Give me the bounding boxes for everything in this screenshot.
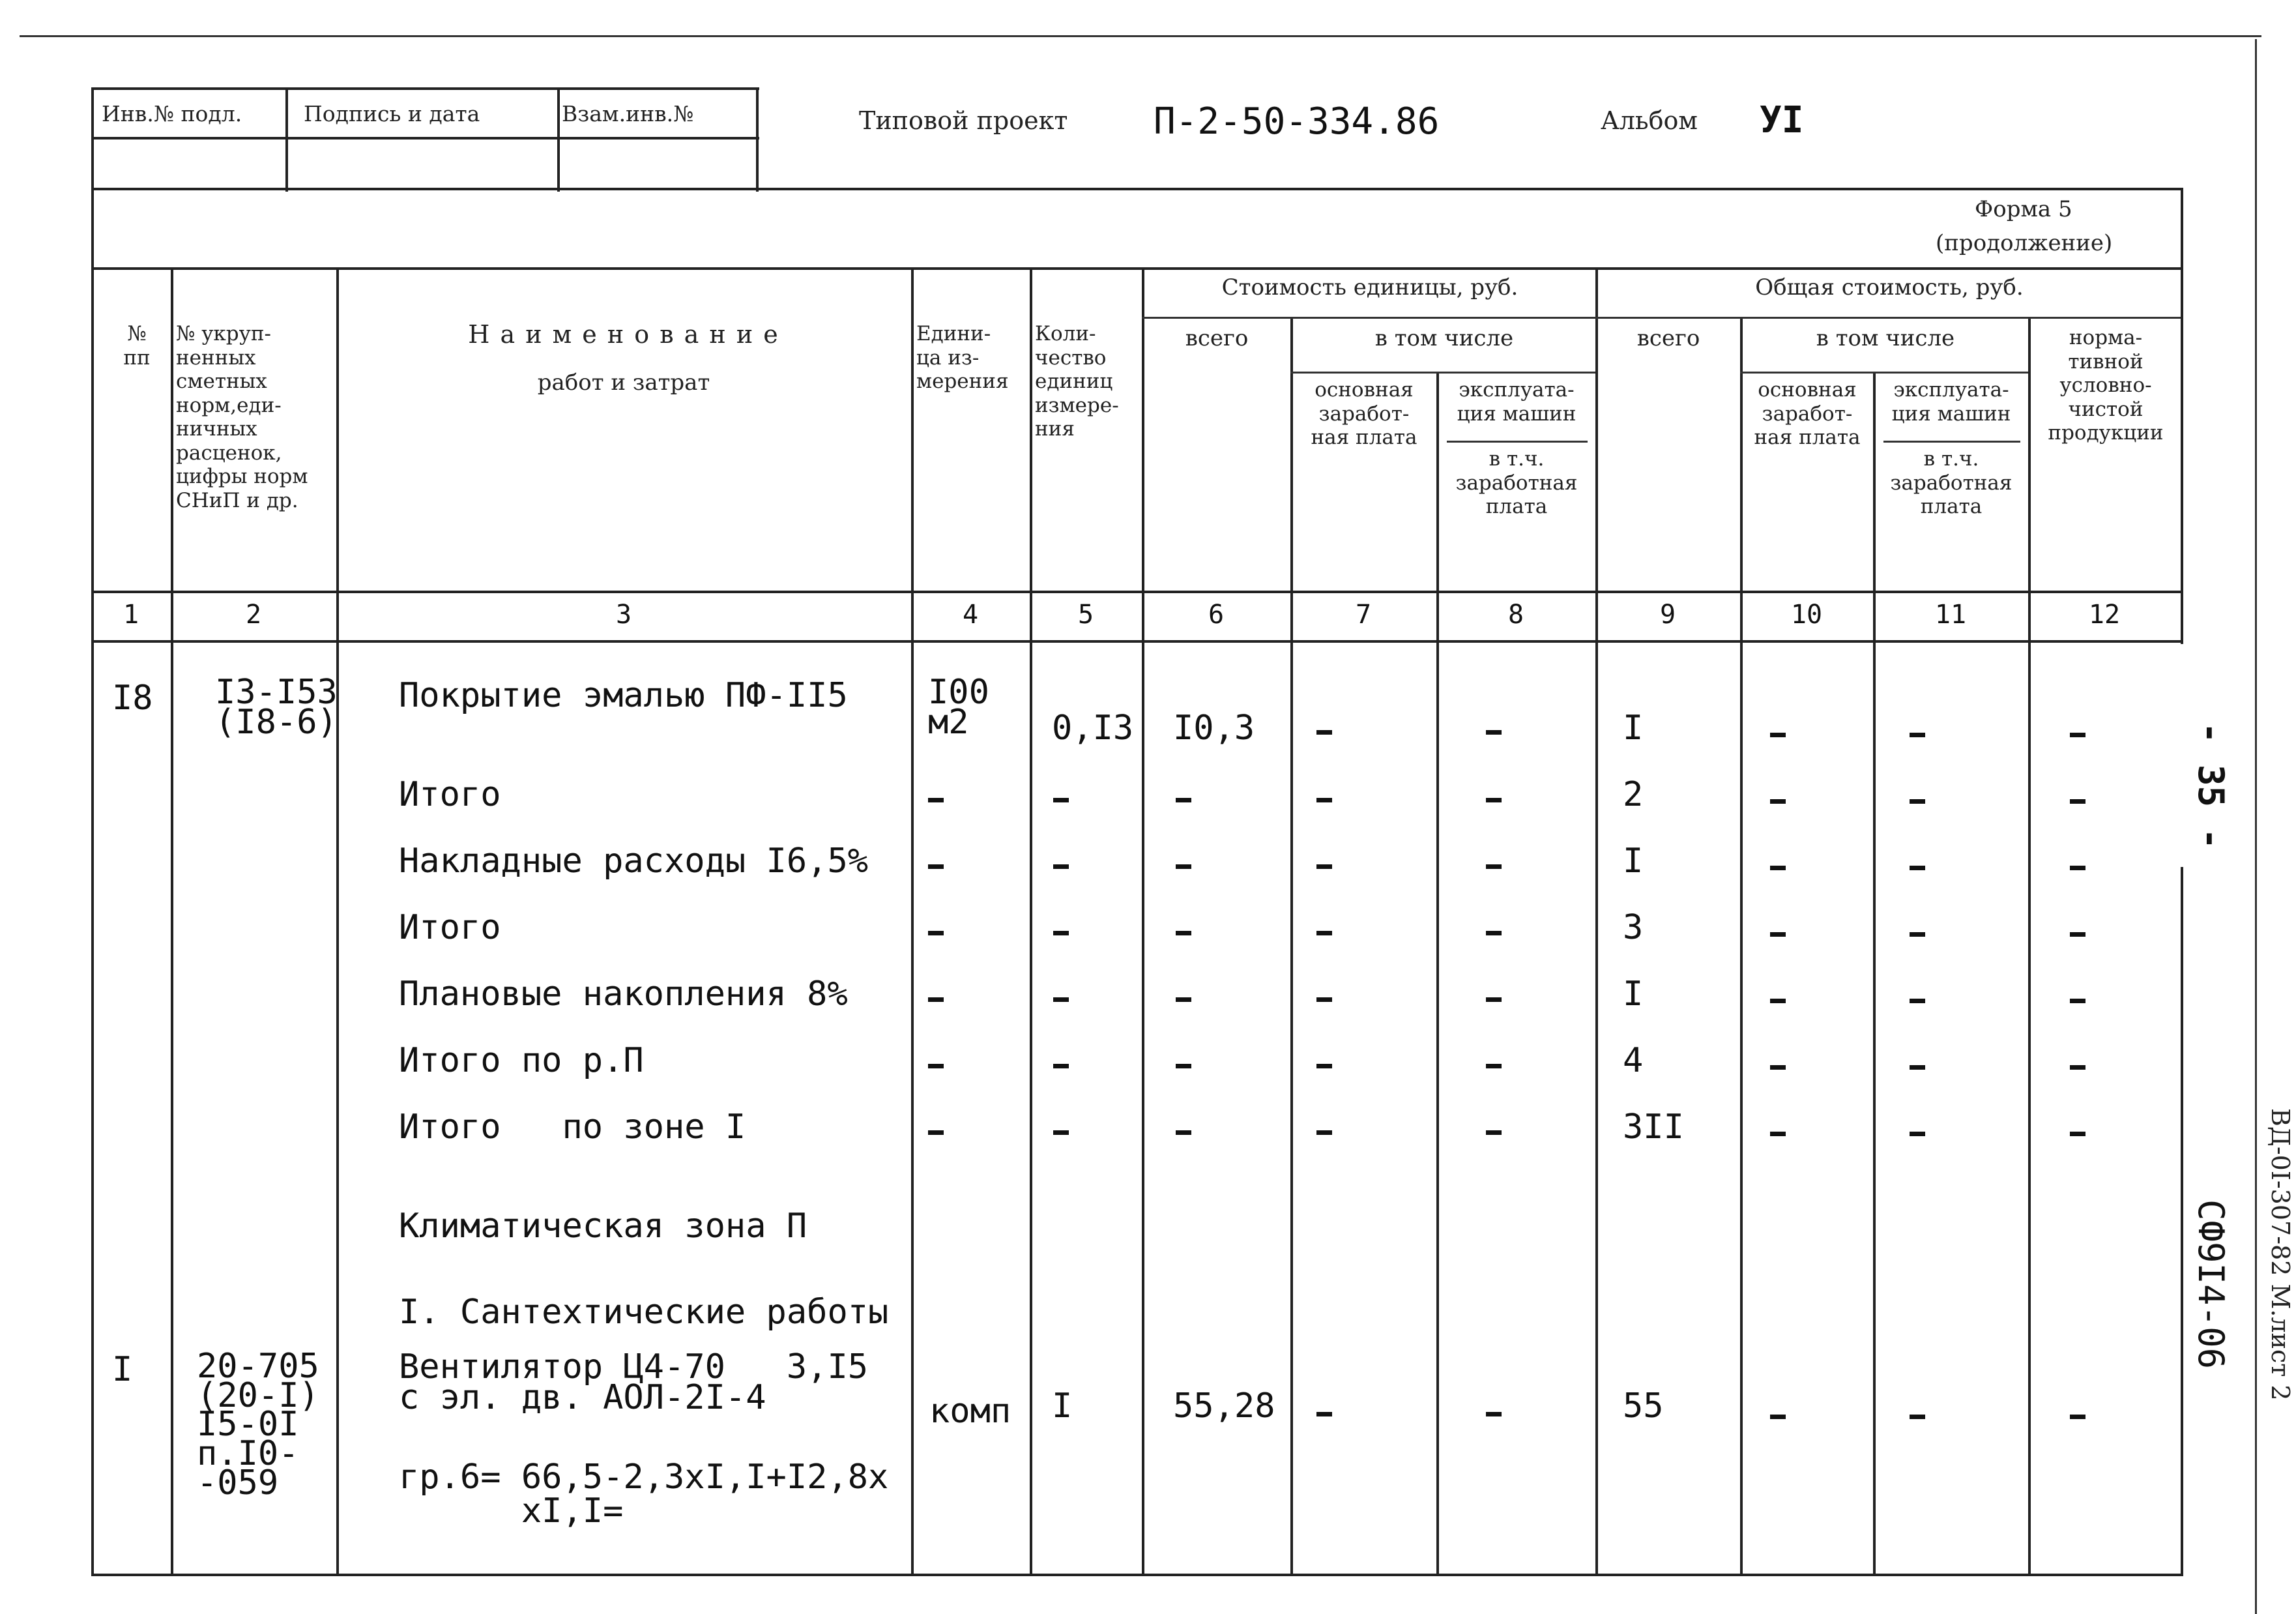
dash bbox=[1770, 1415, 1786, 1419]
header-unit-incl: в том числе bbox=[1374, 325, 1514, 351]
colnum: 7 bbox=[1355, 600, 1372, 630]
colnum: 2 bbox=[245, 600, 262, 630]
row-norm: I3-I53 (I8-6) bbox=[215, 673, 338, 742]
colnum: 8 bbox=[1507, 600, 1524, 630]
dash bbox=[928, 1064, 944, 1068]
page-number: - 35 - bbox=[2190, 722, 2231, 850]
dash bbox=[1910, 999, 1925, 1003]
dash bbox=[1910, 799, 1925, 804]
row-formula: гр.6= 66,5-2,3xI,I+I2,8x xI,I= bbox=[399, 1458, 889, 1531]
dash bbox=[1486, 864, 1502, 869]
dash bbox=[1910, 1065, 1925, 1070]
header-unit-ekspl-zp: в т.ч. заработная плата bbox=[1455, 447, 1578, 519]
header-total-vsego: всего bbox=[1636, 325, 1700, 351]
row-pp: I bbox=[112, 1350, 133, 1389]
form-continuation: (продолжение) bbox=[1936, 230, 2113, 256]
dash bbox=[1176, 1130, 1191, 1135]
dash bbox=[1053, 997, 1069, 1002]
row-name: Плановые накопления 8% bbox=[399, 975, 848, 1014]
sheet-reference: ВД-0I-307-82 М.лист 2 bbox=[2266, 1108, 2295, 1401]
stamp-inv-podl: Инв.№ подл. bbox=[102, 101, 242, 126]
colnum: 1 bbox=[123, 600, 139, 630]
row-name: Вентилятор Ц4-70 3,I5 с эл. дв. АОЛ-2I-4 bbox=[399, 1347, 869, 1417]
dash bbox=[1053, 798, 1069, 802]
dash bbox=[1770, 932, 1786, 937]
dash bbox=[1486, 997, 1502, 1002]
header-unit-cost: Стоимость единицы, руб. bbox=[1221, 274, 1519, 301]
colnum: 3 bbox=[615, 600, 632, 630]
dash bbox=[1910, 1415, 1925, 1419]
row-total: I bbox=[1623, 975, 1644, 1014]
dash bbox=[2070, 1065, 2085, 1070]
row-name: Итого по зоне I bbox=[399, 1108, 746, 1147]
section-heading: I. Сантехтические работы bbox=[399, 1293, 889, 1332]
dash bbox=[1486, 730, 1502, 735]
dash bbox=[928, 997, 944, 1002]
stamp-signature-date: Подпись и дата bbox=[304, 101, 480, 126]
colnum: 11 bbox=[1934, 600, 1967, 630]
dash bbox=[1316, 931, 1332, 935]
colnum: 12 bbox=[2088, 600, 2121, 630]
dash bbox=[1770, 1132, 1786, 1136]
zone-heading: Климатическая зона П bbox=[399, 1207, 807, 1246]
header-normativ: норма- тивной условно- чистой продукции bbox=[2048, 326, 2164, 445]
dash bbox=[1053, 1064, 1069, 1068]
top-border bbox=[20, 35, 2261, 37]
header-total-ekspl: эксплуата- ция машин bbox=[1891, 378, 2011, 426]
row-total: 3 bbox=[1623, 908, 1644, 947]
form-label: Форма 5 bbox=[1975, 196, 2072, 222]
dash bbox=[1486, 931, 1502, 935]
dash bbox=[1316, 730, 1332, 735]
album-number: УI bbox=[1760, 99, 1804, 141]
header-unit-osnovnaya: основная заработ- ная плата bbox=[1311, 378, 1417, 450]
header-name: Н а и м е н о в а н и е bbox=[468, 320, 779, 349]
dash bbox=[2070, 1415, 2085, 1419]
colnum: 10 bbox=[1790, 600, 1823, 630]
document-code: СФ9I4-06 bbox=[2190, 1199, 2231, 1370]
row-total: 2 bbox=[1623, 775, 1644, 814]
row-qty: 0,I3 bbox=[1052, 709, 1134, 748]
row-unit-total: I0,3 bbox=[1173, 709, 1255, 748]
row-norm: 20-705 (20-I) I5-0I п.I0- -059 bbox=[197, 1347, 319, 1503]
colnum: 9 bbox=[1659, 600, 1676, 630]
row-total: 4 bbox=[1623, 1041, 1644, 1080]
row-name: Итого bbox=[399, 775, 501, 814]
header-unit: Едини- ца из- мерения bbox=[916, 322, 1009, 394]
dash bbox=[1910, 866, 1925, 870]
row-unit-total: 55,28 bbox=[1173, 1387, 1275, 1426]
dash bbox=[1316, 997, 1332, 1002]
row-total: I bbox=[1623, 709, 1644, 748]
row-pp: I8 bbox=[112, 679, 153, 718]
dash bbox=[2070, 799, 2085, 804]
dash bbox=[1316, 864, 1332, 869]
header-norm: № укруп- ненных сметных норм,еди- ничных расценок, цифры норм СНиП и др. bbox=[176, 322, 308, 513]
dash bbox=[1770, 799, 1786, 804]
dash bbox=[1176, 997, 1191, 1002]
header-total-incl: в том числе bbox=[1816, 325, 1955, 351]
dash bbox=[2070, 733, 2085, 737]
row-total: 3II bbox=[1623, 1108, 1684, 1147]
dash bbox=[928, 798, 944, 802]
header-total-osnovnaya: основная заработ- ная плата bbox=[1754, 378, 1861, 450]
dash bbox=[1486, 1064, 1502, 1068]
dash bbox=[1770, 999, 1786, 1003]
row-name: Покрытие эмалью ПФ-II5 bbox=[399, 676, 848, 715]
colnum: 4 bbox=[962, 600, 979, 630]
stamp-vzam-inv: Взам.инв.№ bbox=[562, 101, 694, 126]
project-code: П-2-50-334.86 bbox=[1154, 100, 1440, 143]
dash bbox=[928, 931, 944, 935]
dash bbox=[1910, 932, 1925, 937]
album-label: Альбом bbox=[1601, 106, 1698, 135]
colnum: 6 bbox=[1208, 600, 1225, 630]
right-border bbox=[2255, 39, 2257, 1614]
dash bbox=[1053, 931, 1069, 935]
dash bbox=[2070, 1132, 2085, 1136]
dash bbox=[928, 864, 944, 869]
dash bbox=[1770, 1065, 1786, 1070]
dash bbox=[1486, 798, 1502, 802]
dash bbox=[1053, 864, 1069, 869]
colnum: 5 bbox=[1077, 600, 1094, 630]
dash bbox=[1910, 1132, 1925, 1136]
dash bbox=[1910, 733, 1925, 737]
header-qty: Коли- чество единиц измере- ния bbox=[1035, 322, 1119, 441]
typical-project-label: Типовой проект bbox=[859, 106, 1068, 135]
row-name: Итого bbox=[399, 908, 501, 947]
dash bbox=[1486, 1412, 1502, 1416]
dash bbox=[1316, 1412, 1332, 1416]
dash bbox=[1176, 864, 1191, 869]
dash bbox=[2070, 999, 2085, 1003]
dash bbox=[1316, 1064, 1332, 1068]
dash bbox=[1486, 1130, 1502, 1135]
row-unit: комп bbox=[929, 1392, 1011, 1431]
dash bbox=[1316, 1130, 1332, 1135]
dash bbox=[1176, 1064, 1191, 1068]
header-unit-ekspl: эксплуата- ция машин bbox=[1457, 378, 1577, 426]
row-qty: I bbox=[1052, 1387, 1073, 1426]
header-name-sub: работ и затрат bbox=[537, 370, 710, 396]
row-name: Итого по р.П bbox=[399, 1041, 644, 1080]
row-unit: I00 м2 bbox=[928, 673, 989, 742]
dash bbox=[1176, 798, 1191, 802]
row-total: 55 bbox=[1623, 1387, 1664, 1426]
dash bbox=[1770, 866, 1786, 870]
header-total-cost: Общая стоимость, руб. bbox=[1755, 274, 2024, 301]
header-unit-vsego: всего bbox=[1185, 325, 1249, 351]
header-total-ekspl-zp: в т.ч. заработная плата bbox=[1890, 447, 2013, 519]
row-name: Накладные расходы I6,5% bbox=[399, 842, 869, 881]
row-total: I bbox=[1623, 842, 1644, 881]
dash bbox=[1770, 733, 1786, 737]
dash bbox=[928, 1130, 944, 1135]
dash bbox=[1053, 1130, 1069, 1135]
dash bbox=[1316, 798, 1332, 802]
dash bbox=[2070, 866, 2085, 870]
dash bbox=[2070, 932, 2085, 937]
header-pp: № пп bbox=[123, 322, 151, 370]
dash bbox=[1176, 931, 1191, 935]
